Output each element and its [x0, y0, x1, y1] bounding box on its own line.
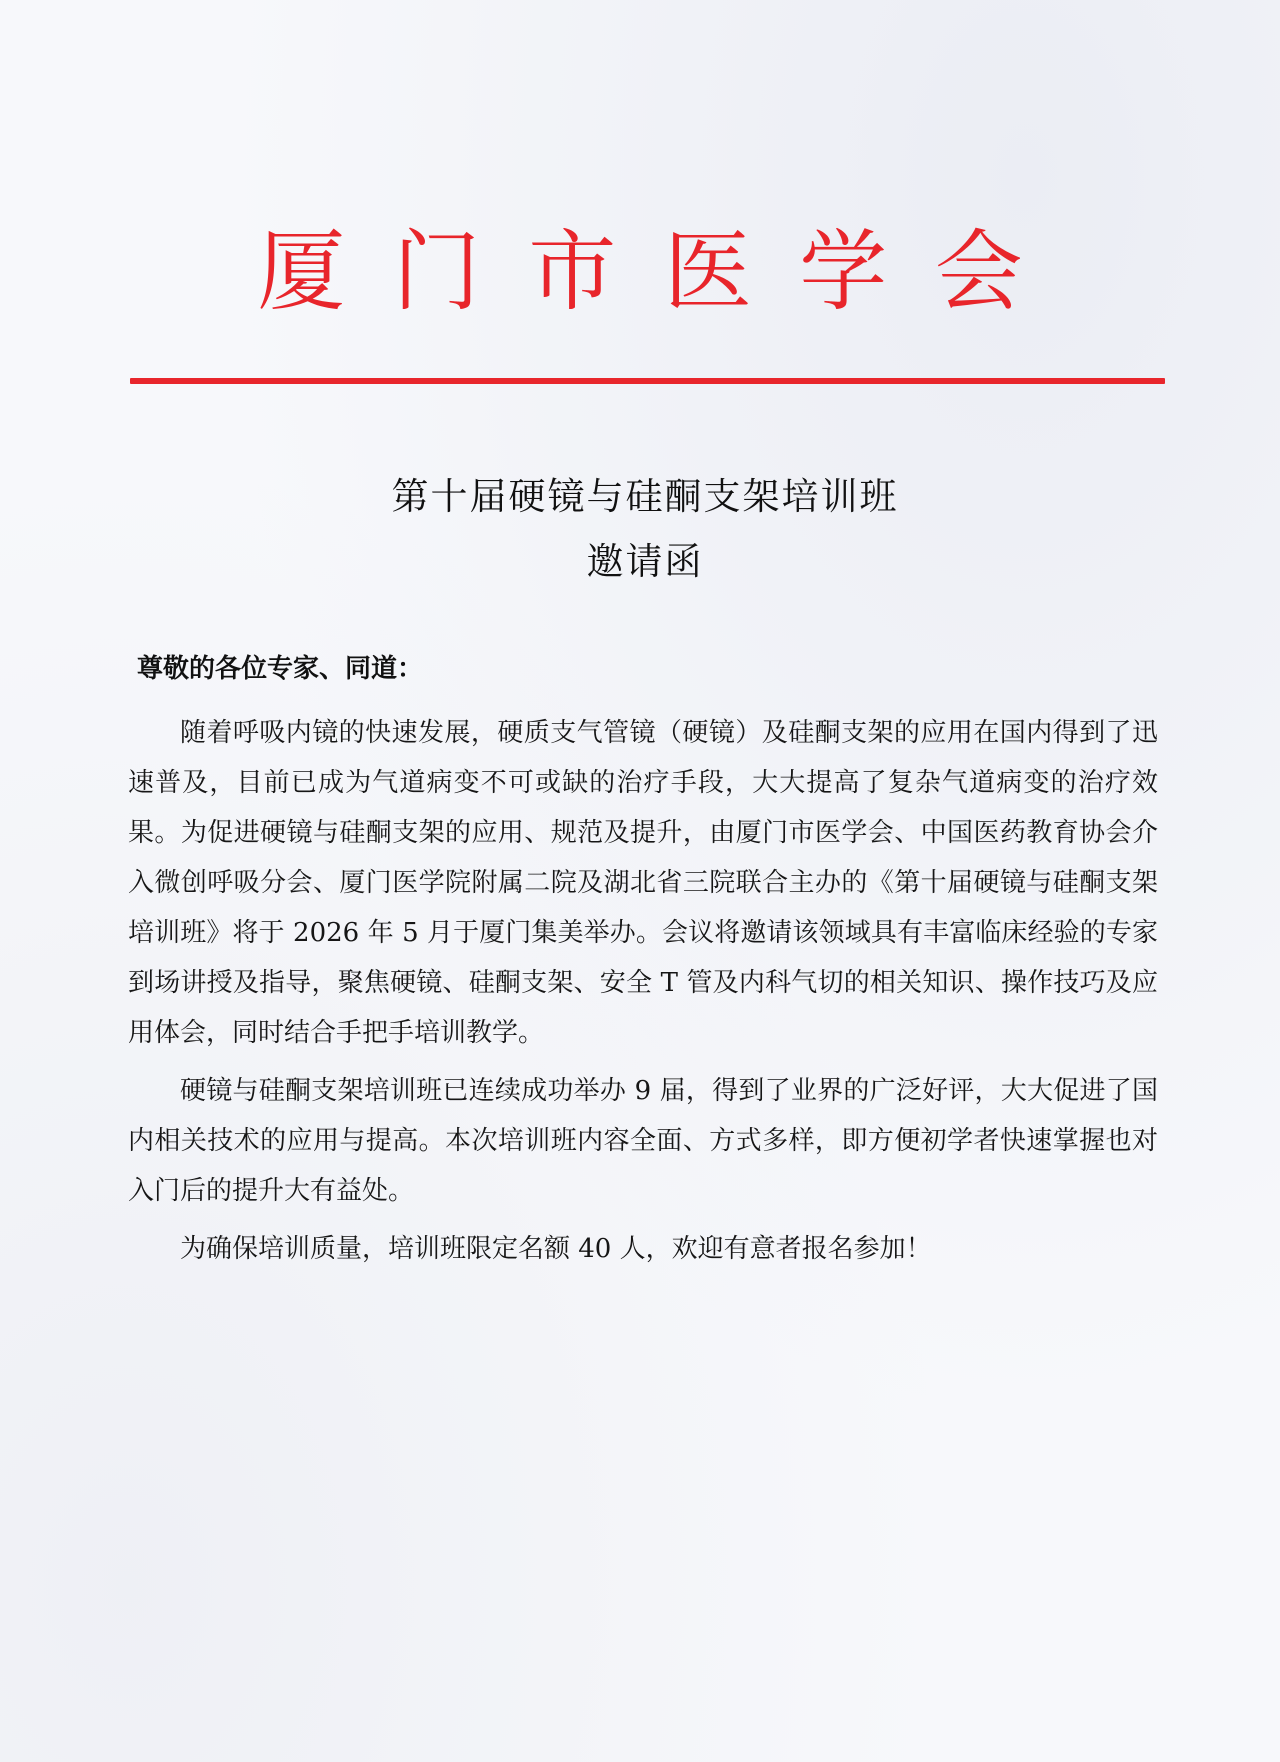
- letter-body: [128, 708, 1158, 1282]
- paragraph-intro: 随着呼吸内镜的快速发展，硬质支气管镜（硬镜）及硅酮支架的应用在国内得到了迅速普及，目前已成为气道病变不可或缺的治疗手段，大大提高了复杂气道病变的治疗效果。为促进硬镜与硅酮支架的应用、规范及提升，由厦门市医学会、中国医药教育协会介入微创呼吸分会、厦门医学院附属二院及湖北省三院联合主办的《第十届硬镜与硅酮支架培训班》将于 2026 年 5 月于厦门集美举办。会议将邀请该领域具有丰富临床经验的专家到场讲授及指导，聚焦硬镜、硅酮支架、安全 T 管及内科气切的相关知识、操作技巧及应用体会，同时结合手把手培训教学。: [128, 718, 1158, 1048]
- paragraph-history: 硬镜与硅酮支架培训班已连续成功举办 9 届，得到了业界的广泛好评，大大促进了国内相关技术的应用与提高。本次培训班内容全面、方式多样，即方便初学者快速掌握也对入门后的提升大有益处。: [128, 1076, 1158, 1206]
- paragraph-enrollment: 为确保培训质量，培训班限定名额 40 人，欢迎有意者报名参加！: [180, 1234, 932, 1264]
- title-line-1: 第十届硬镜与硅酮支架培训班: [391, 475, 899, 518]
- letterhead-red-rule: [130, 378, 1165, 384]
- document-title: [0, 464, 1280, 594]
- letterhead-org-name: 厦门市医学会: [257, 220, 1071, 323]
- salutation: 尊敬的各位专家、同道：: [137, 654, 424, 684]
- title-line-2: 邀请函: [586, 540, 704, 583]
